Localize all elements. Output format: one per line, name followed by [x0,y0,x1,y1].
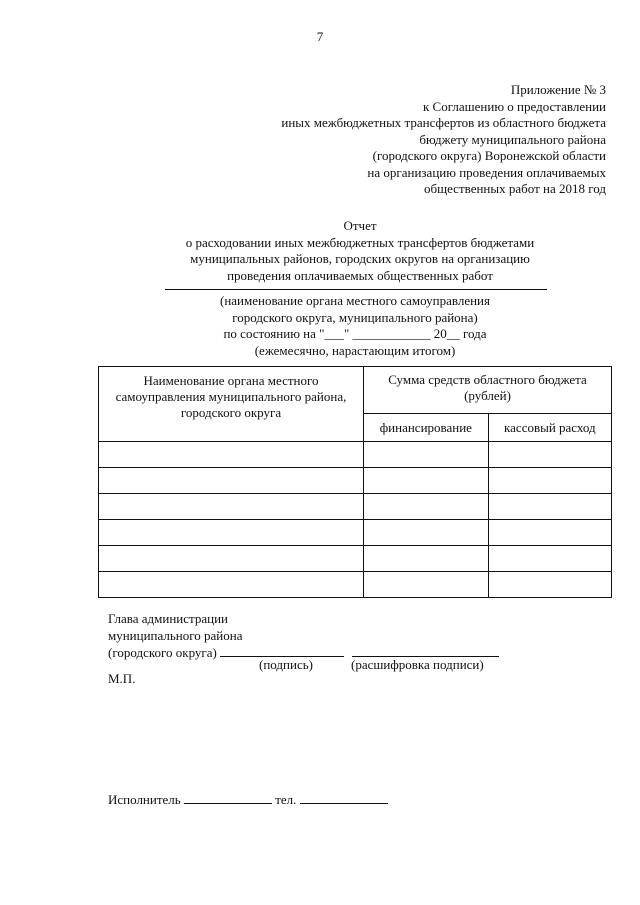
table-cell [99,494,364,520]
table-cell [364,494,489,520]
caption-line: (наименование органа местного самоуправления [220,293,490,308]
appendix-line: иных межбюджетных трансфертов из областного бюджета [281,115,606,130]
table-cell [364,572,489,598]
report-table [98,366,612,598]
report-subtitle-line: муниципальных районов, городских округов на организацию [190,251,530,266]
report-heading [0,218,640,284]
signature-title-line: Глава администрации [108,611,229,626]
table-row [99,546,612,572]
table-row [99,468,612,494]
signature-caption: (подпись) [259,657,313,672]
column-header-name: Наименование органа местного самоуправления муниципального района, городского округа [99,367,364,442]
table-cell [488,572,611,598]
executor-label: Исполнитель [108,792,181,807]
signature-decode-blank [352,644,499,657]
caption-line: по состоянию на "___" ____________ 20__ года [223,326,487,341]
phone-label: тел. [275,792,297,807]
table-cell [99,572,364,598]
table-row [99,442,612,468]
caption-line: городского округа, муниципального района) [232,309,478,325]
table-cell [488,546,611,572]
table-cell [99,520,364,546]
table-row [99,494,612,520]
fill-in-line [165,289,547,290]
signature-block [108,610,499,661]
signature-title-line: муниципального района [108,628,243,643]
signature-decode-caption: (расшифровка подписи) [351,657,484,672]
column-header-sum: Сумма средств областного бюджета (рублей) [364,367,612,414]
caption-line: (ежемесячно, нарастающим итогом) [254,342,456,358]
executor-blank [184,791,272,804]
table-cell [364,546,489,572]
table-cell [99,546,364,572]
report-caption [0,293,640,359]
appendix-line: на организацию проведения оплачиваемых [367,164,606,180]
table-row [99,572,612,598]
appendix-line: к Соглашению о предоставлении [422,98,606,114]
executor-row [108,791,388,808]
page-number: 7 [316,29,324,44]
table-header-row [99,367,612,414]
table-cell [488,520,611,546]
table-cell [364,442,489,468]
appendix-line: общественных работ на 2018 год [423,181,606,196]
table-row [99,520,612,546]
appendix-line: (городского округа) Воронежской области [372,148,606,163]
report-subtitle-line: проведения оплачиваемых общественных работ [227,267,493,283]
appendix-line: бюджету муниципального района [419,131,606,147]
stamp-place: М.П. [108,671,136,686]
signature-title-line: (городского округа) [108,645,217,660]
table-cell [364,468,489,494]
phone-blank [300,791,388,804]
table-cell [99,442,364,468]
table-cell [488,494,611,520]
report-title: Отчет [343,218,377,233]
appendix-line: Приложение № 3 [510,82,606,97]
signature-blank [220,644,344,657]
table-cell [99,468,364,494]
table-cell [488,468,611,494]
table-cell [364,520,489,546]
report-subtitle-line: о расходовании иных межбюджетных трансфертов бюджетами [185,234,535,250]
column-header-cash-expense: кассовый расход [488,414,611,442]
table-cell [488,442,611,468]
appendix-block [281,82,606,198]
column-header-financing: финансирование [364,414,489,442]
